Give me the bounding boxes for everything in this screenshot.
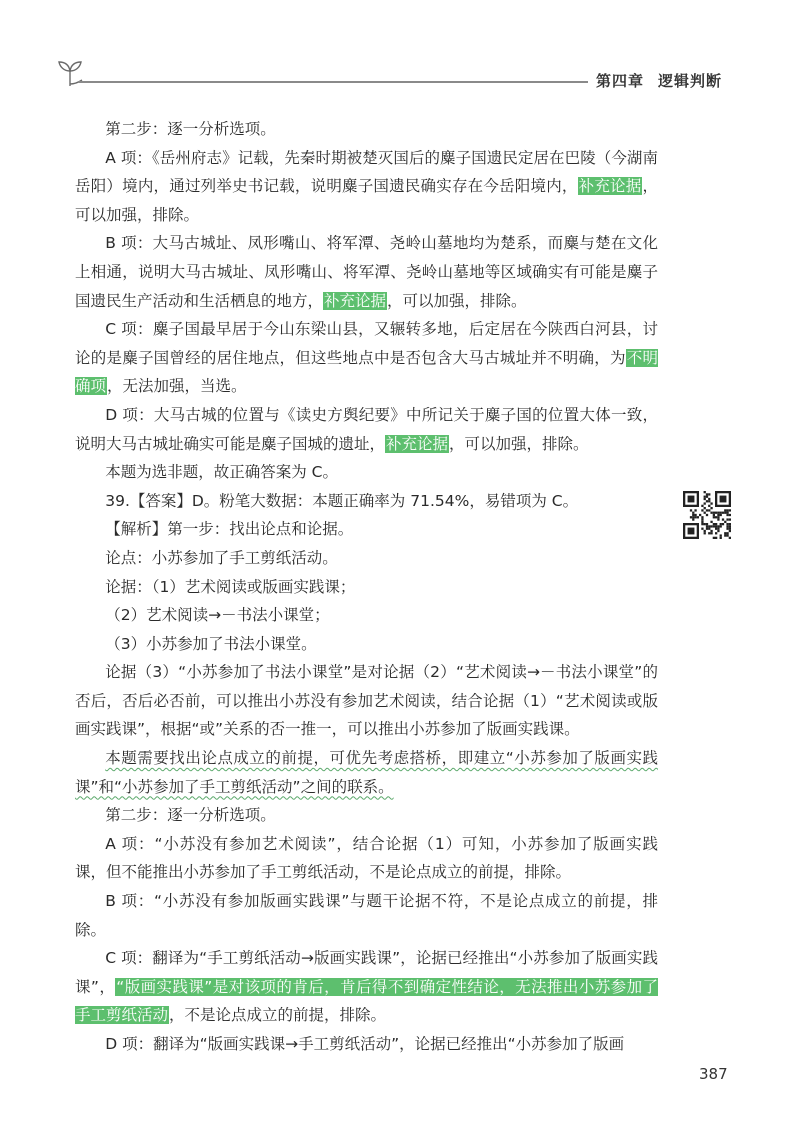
highlighted-phrase: 补充论据 bbox=[324, 291, 387, 310]
highlighted-phrase: 不明确项 bbox=[75, 348, 658, 396]
paragraph-p17 bbox=[75, 887, 658, 944]
paragraph-p14 bbox=[75, 744, 658, 801]
text-segment: ，无法加强，当选。 bbox=[107, 377, 247, 396]
text-segment: D 项：大马古城的位置与《读史方舆纪要》中所记关于麋子国的位置大体一致，说明大马古城址确实可能是麋子国城的遗址， bbox=[75, 405, 658, 453]
paragraph-p7 bbox=[75, 487, 658, 516]
text-segment: 第二步：逐一分析选项。 bbox=[105, 120, 276, 138]
text-segment: 论据：（1）艺术阅读或版画实践课； bbox=[105, 577, 356, 596]
highlighted-phrase: 补充论据 bbox=[578, 177, 642, 196]
paragraph-p19 bbox=[75, 1030, 658, 1059]
text-segment: B 项：大马古城址、凤形嘴山、将军潭、尧岭山墓地均为楚系，而麋与楚在文化上相通，说明大马古城址、凤形嘴山、将军潭、尧岭山墓地等区域确实有可能是麋子国遗民生产活动和生活栖息的地方， bbox=[75, 234, 658, 310]
text-segment: A 项：“小苏没有参加艺术阅读”，结合论据（1）可知，小苏参加了版画实践课，但不能推出小苏参加了手工剪纸活动，不是论点成立的前提，排除。 bbox=[75, 834, 658, 882]
text-segment: 本题为选非题，故正确答案为 C。 bbox=[105, 463, 338, 482]
chapter-number: 第四章 bbox=[596, 72, 645, 90]
page-number: 387 bbox=[699, 1065, 728, 1083]
highlighted-phrase: 补充论据 bbox=[386, 434, 449, 453]
text-segment: A 项：《岳州府志》记载，先秦时期被楚灭国后的麋子国遗民定居在巴陵（今湖南岳阳）境内，通过列举史书记载，说明麋子国遗民确实存在今岳阳境内， bbox=[75, 148, 658, 196]
text-segment: C 项：翻译为“手工剪纸活动→版画实践课”，论据已经推出“小苏参加了版画实践课”， bbox=[75, 949, 658, 996]
paragraph-p2 bbox=[75, 144, 658, 230]
paragraph-p10 bbox=[75, 573, 658, 602]
header-divider bbox=[78, 81, 588, 83]
text-segment: ，可以加强，排除。 bbox=[387, 291, 527, 310]
paragraph-p9 bbox=[75, 544, 658, 573]
highlighted-phrase: “版画实践课”是对该项的肯后，肯后得不到确定性结论，无法推出小苏参加了手工剪纸活动 bbox=[75, 977, 658, 1025]
text-segment: 论据（3）“小苏参加了书法小课堂”是对论据（2）“艺术阅读→－书法小课堂”的否后，否后必否前，可以推出小苏没有参加艺术阅读，结合论据（1）“艺术阅读或版画实践课”，根据“或”关系的否一推一，可以推出小苏参加了版画实践课。 bbox=[75, 663, 658, 739]
text-segment: 【解析】第一步：找出论点和论据。 bbox=[105, 520, 354, 539]
paragraph-p12 bbox=[75, 630, 658, 659]
answer-explanation-body bbox=[75, 115, 658, 1059]
paragraph-p5 bbox=[75, 401, 658, 458]
text-segment: （2）艺术阅读→－书法小课堂； bbox=[105, 606, 330, 625]
chapter-heading bbox=[596, 70, 722, 91]
wavy-underlined-text: 本题需要找出论点成立的前提，可优先考虑搭桥，即建立“小苏参加了版画实践课”和“小苏参加了手工剪纸活动”之间的联系。 bbox=[75, 749, 658, 796]
text-segment: ，不是论点成立的前提，排除。 bbox=[169, 1006, 387, 1025]
text-segment: B 项：“小苏没有参加版画实践课”与题干论据不符，不是论点成立的前提，排除。 bbox=[75, 892, 658, 939]
text-segment: C 项：麋子国最早居于今山东梁山县，又辗转多地，后定居在今陕西白河县，讨论的是麋子国曾经的居住地点，但这些地点中是否包含大马古城址并不明确，为 bbox=[75, 320, 658, 367]
text-segment: 论点：小苏参加了手工剪纸活动。 bbox=[105, 548, 338, 567]
paragraph-p4 bbox=[75, 315, 658, 401]
text-segment: 39.【答案】D。粉笔大数据：本题正确率为 71.54%，易错项为 C。 bbox=[105, 491, 579, 510]
paragraph-p16 bbox=[75, 830, 658, 887]
sprout-icon bbox=[55, 58, 85, 88]
paragraph-p6 bbox=[75, 458, 658, 487]
text-segment: 第二步：逐一分析选项。 bbox=[105, 806, 276, 825]
paragraph-p15 bbox=[75, 801, 658, 830]
text-segment: D 项：翻译为“版画实践课→手工剪纸活动”，论据已经推出“小苏参加了版画 bbox=[105, 1035, 625, 1053]
text-segment: ，可以加强，排除。 bbox=[75, 177, 658, 224]
chapter-title: 逻辑判断 bbox=[658, 72, 723, 90]
paragraph-p8 bbox=[75, 515, 658, 544]
qr-code-icon bbox=[683, 491, 731, 539]
text-segment: （3）小苏参加了书法小课堂。 bbox=[105, 634, 317, 653]
paragraph-p1 bbox=[75, 115, 658, 144]
paragraph-p11 bbox=[75, 601, 658, 630]
paragraph-p3 bbox=[75, 229, 658, 315]
paragraph-p13 bbox=[75, 658, 658, 744]
paragraph-p18 bbox=[75, 944, 658, 1030]
text-segment: ，可以加强，排除。 bbox=[449, 434, 589, 453]
